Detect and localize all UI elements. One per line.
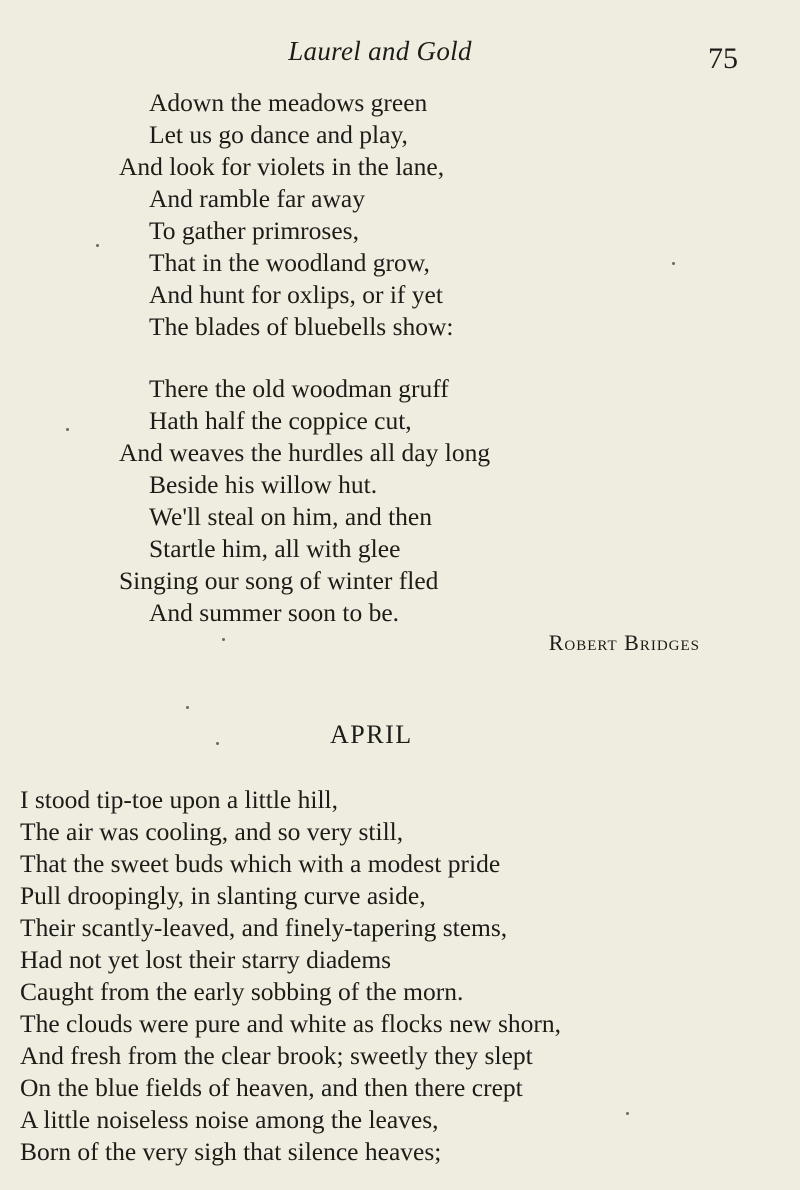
poem-line: To gather primroses, — [149, 216, 359, 245]
poem-line: A little noiseless noise among the leaves, — [20, 1105, 439, 1134]
poem-line: We'll steal on him, and then — [149, 502, 432, 531]
poem-author: Robert Bridges — [548, 630, 700, 655]
poem-line: And summer soon to be. — [149, 598, 400, 627]
poem-line: On the blue fields of heaven, and then there crept — [20, 1073, 523, 1102]
poem-line: Born of the very sigh that silence heaves; — [20, 1137, 442, 1166]
page-number: 75 — [708, 42, 738, 75]
poem-line: The air was cooling, and so very still, — [20, 817, 404, 846]
paper-speck — [96, 244, 99, 247]
poem-line: Pull droopingly, in slanting curve aside, — [20, 881, 426, 910]
poem-line: And fresh from the clear brook; sweetly they slept — [20, 1041, 533, 1070]
poem-title: APRIL — [330, 720, 413, 749]
paper-speck — [626, 1112, 629, 1115]
poem-line: That in the woodland grow, — [149, 248, 430, 277]
paper-speck — [222, 638, 225, 641]
poem-line: The clouds were pure and white as flocks new shorn, — [20, 1009, 562, 1038]
poem-line: And hunt for oxlips, or if yet — [149, 280, 443, 309]
running-title: Laurel and Gold — [288, 36, 472, 66]
poem-line: There the old woodman gruff — [149, 374, 449, 403]
poem-line: Their scantly-leaved, and finely-tapering stems, — [20, 913, 508, 942]
poem-line: And look for violets in the lane, — [119, 152, 445, 181]
paper-speck — [66, 428, 69, 431]
poem-line: That the sweet buds which with a modest pride — [20, 849, 501, 878]
poem-line: Beside his willow hut. — [149, 470, 378, 499]
poem-line: Hath half the coppice cut, — [149, 406, 412, 435]
paper-speck — [216, 742, 219, 745]
poem-line: Let us go dance and play, — [149, 120, 408, 149]
poem-line: Adown the meadows green — [149, 88, 428, 117]
poem-line: Caught from the early sobbing of the morn. — [20, 977, 464, 1006]
poem-line: I stood tip-toe upon a little hill, — [20, 785, 339, 814]
poem-line: Singing our song of winter fled — [119, 566, 439, 595]
poem-line: Startle him, all with glee — [149, 534, 401, 563]
poem-line: And weaves the hurdles all day long — [119, 438, 491, 467]
poem-line: The blades of bluebells show: — [149, 312, 454, 341]
paper-speck — [672, 262, 675, 265]
poem-line: Had not yet lost their starry diadems — [20, 945, 392, 974]
poem-line: And ramble far away — [149, 184, 365, 213]
paper-speck — [186, 706, 189, 709]
